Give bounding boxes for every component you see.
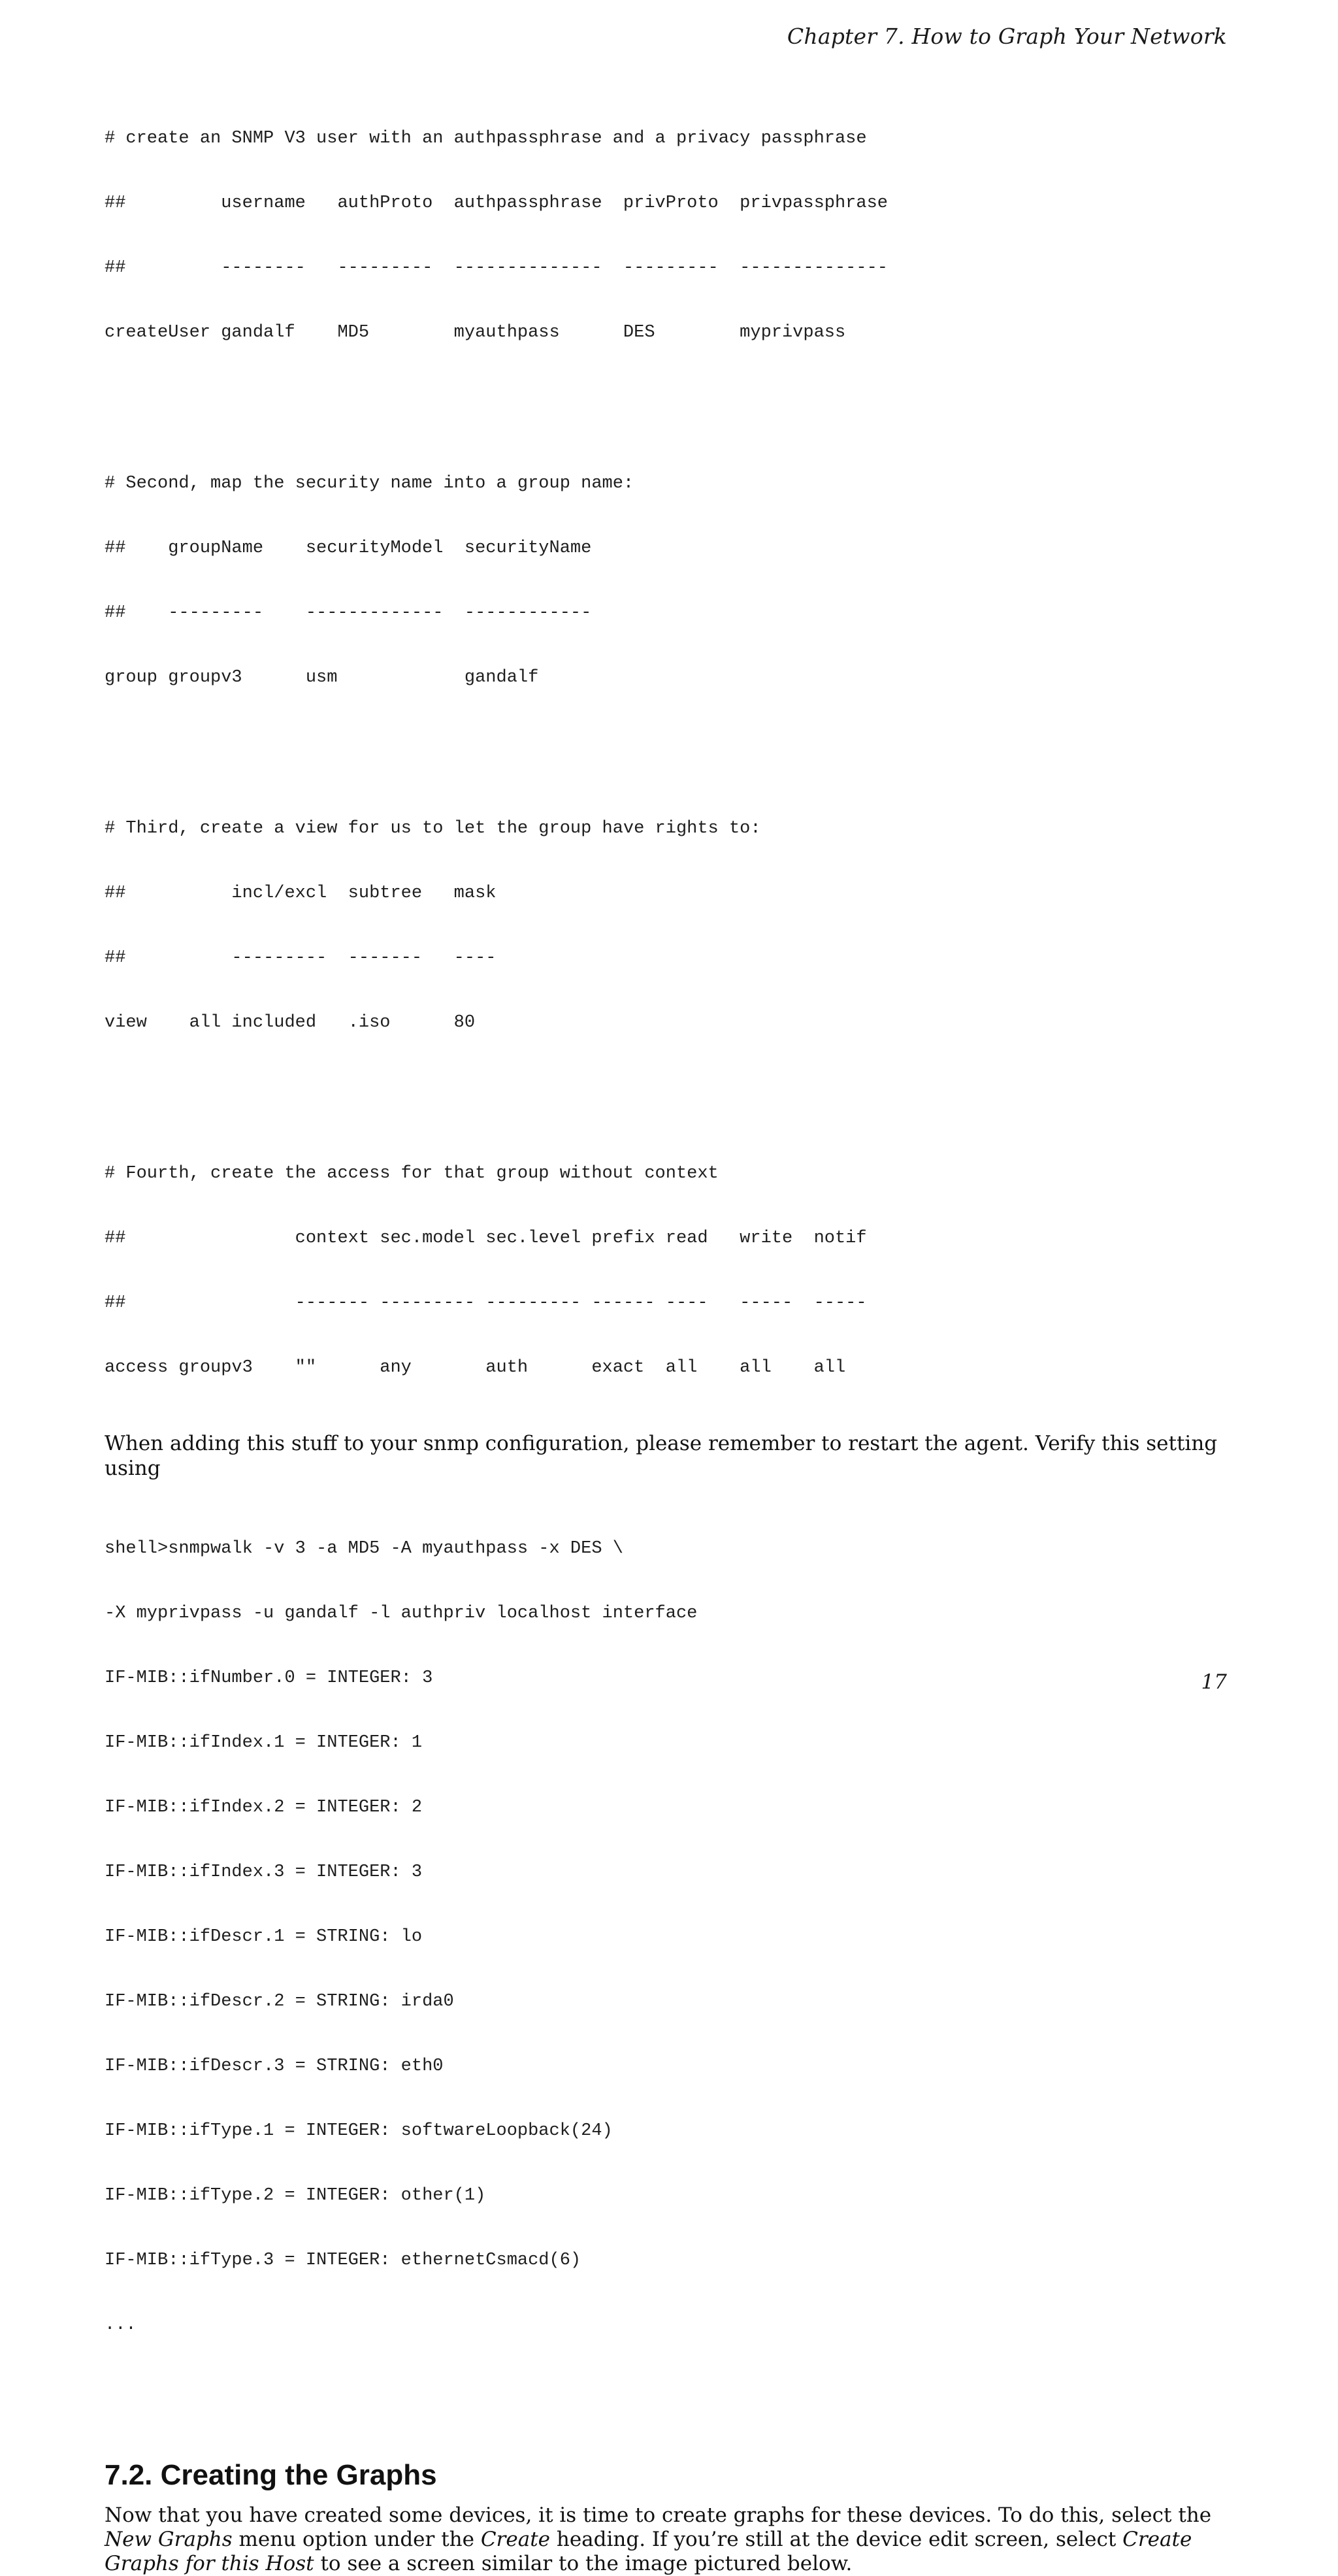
code-line: ## ------- --------- --------- ------ ---- ----- ----- — [105, 1293, 867, 1313]
code-line: group groupv3 usm gandalf — [105, 668, 539, 687]
config-block-create-user — [105, 85, 1228, 387]
running-header: Chapter 7. How to Graph Your Network — [787, 24, 1227, 49]
code-line: IF-MIB::ifType.3 = INTEGER: ethernetCsmacd(6) — [105, 2251, 581, 2270]
code-line: view all included .iso 80 — [105, 1013, 476, 1032]
code-line: ## incl/excl subtree mask — [105, 883, 497, 903]
code-line: ## -------- --------- -------------- --------- -------------- — [105, 258, 888, 278]
body-text: menu option under the — [232, 2528, 481, 2551]
snmpwalk-output — [105, 1495, 1228, 2379]
code-line: access groupv3 "" any auth exact all all all — [105, 1358, 846, 1378]
code-line: IF-MIB::ifType.1 = INTEGER: softwareLoopback(24) — [105, 2121, 613, 2141]
body-text: to see a screen similar to the image pictured below. — [314, 2552, 853, 2575]
code-line: ## groupName securityModel securityName — [105, 538, 592, 558]
code-line: ## username authProto authpassphrase privProto privpassphrase — [105, 193, 888, 213]
code-line: ... — [105, 2315, 137, 2335]
body-text: Now that you have created some devices, it is time to create graphs for these devices. To do this, select the — [105, 2503, 1212, 2527]
section-heading: 7.2. Creating the Graphs — [105, 2459, 437, 2491]
create-graphs-for-host-term: Create Graphs for this Host — [105, 2528, 1192, 2575]
config-block-view — [105, 775, 1228, 1077]
code-line: IF-MIB::ifNumber.0 = INTEGER: 3 — [105, 1668, 433, 1688]
section-body-paragraph — [105, 2503, 1228, 2576]
code-line: # create an SNMP V3 user with an authpassphrase and a privacy passphrase — [105, 129, 867, 148]
new-graphs-term: New Graphs — [105, 2528, 233, 2551]
code-line: ## --------- ------------- ------------ — [105, 603, 592, 623]
code-line: # Third, create a view for us to let the group have rights to: — [105, 819, 761, 838]
code-line: ## context sec.model sec.level prefix read write notif — [105, 1229, 867, 1248]
code-line: IF-MIB::ifIndex.3 = INTEGER: 3 — [105, 1862, 423, 1882]
code-line: IF-MIB::ifIndex.2 = INTEGER: 2 — [105, 1798, 423, 1817]
config-block-group — [105, 430, 1228, 732]
code-line: IF-MIB::ifIndex.1 = INTEGER: 1 — [105, 1733, 423, 1753]
page-content — [105, 85, 1228, 2576]
code-line: -X myprivpass -u gandalf -l authpriv localhost interface — [105, 1604, 698, 1623]
restart-note: When adding this stuff to your snmp configuration, please remember to restart the agent. Verify this setting using — [105, 1432, 1218, 1480]
code-line: shell>snmpwalk -v 3 -a MD5 -A myauthpass -x DES \ — [105, 1539, 623, 1559]
config-block-access — [105, 1120, 1228, 1422]
code-line: IF-MIB::ifType.2 = INTEGER: other(1) — [105, 2186, 486, 2205]
page-number: 17 — [1201, 1670, 1227, 1694]
code-line: IF-MIB::ifDescr.1 = STRING: lo — [105, 1927, 423, 1947]
body-text: heading. If you’re still at the device edit screen, select — [550, 2528, 1123, 2551]
code-line: # Second, map the security name into a group name: — [105, 474, 634, 493]
code-line: # Fourth, create the access for that group without context — [105, 1164, 719, 1183]
code-line: createUser gandalf MD5 myauthpass DES myprivpass — [105, 323, 846, 342]
create-term: Create — [480, 2528, 550, 2551]
code-line: IF-MIB::ifDescr.2 = STRING: irda0 — [105, 1992, 454, 2011]
code-line: ## --------- ------- ---- — [105, 948, 497, 968]
code-line: IF-MIB::ifDescr.3 = STRING: eth0 — [105, 2056, 444, 2076]
